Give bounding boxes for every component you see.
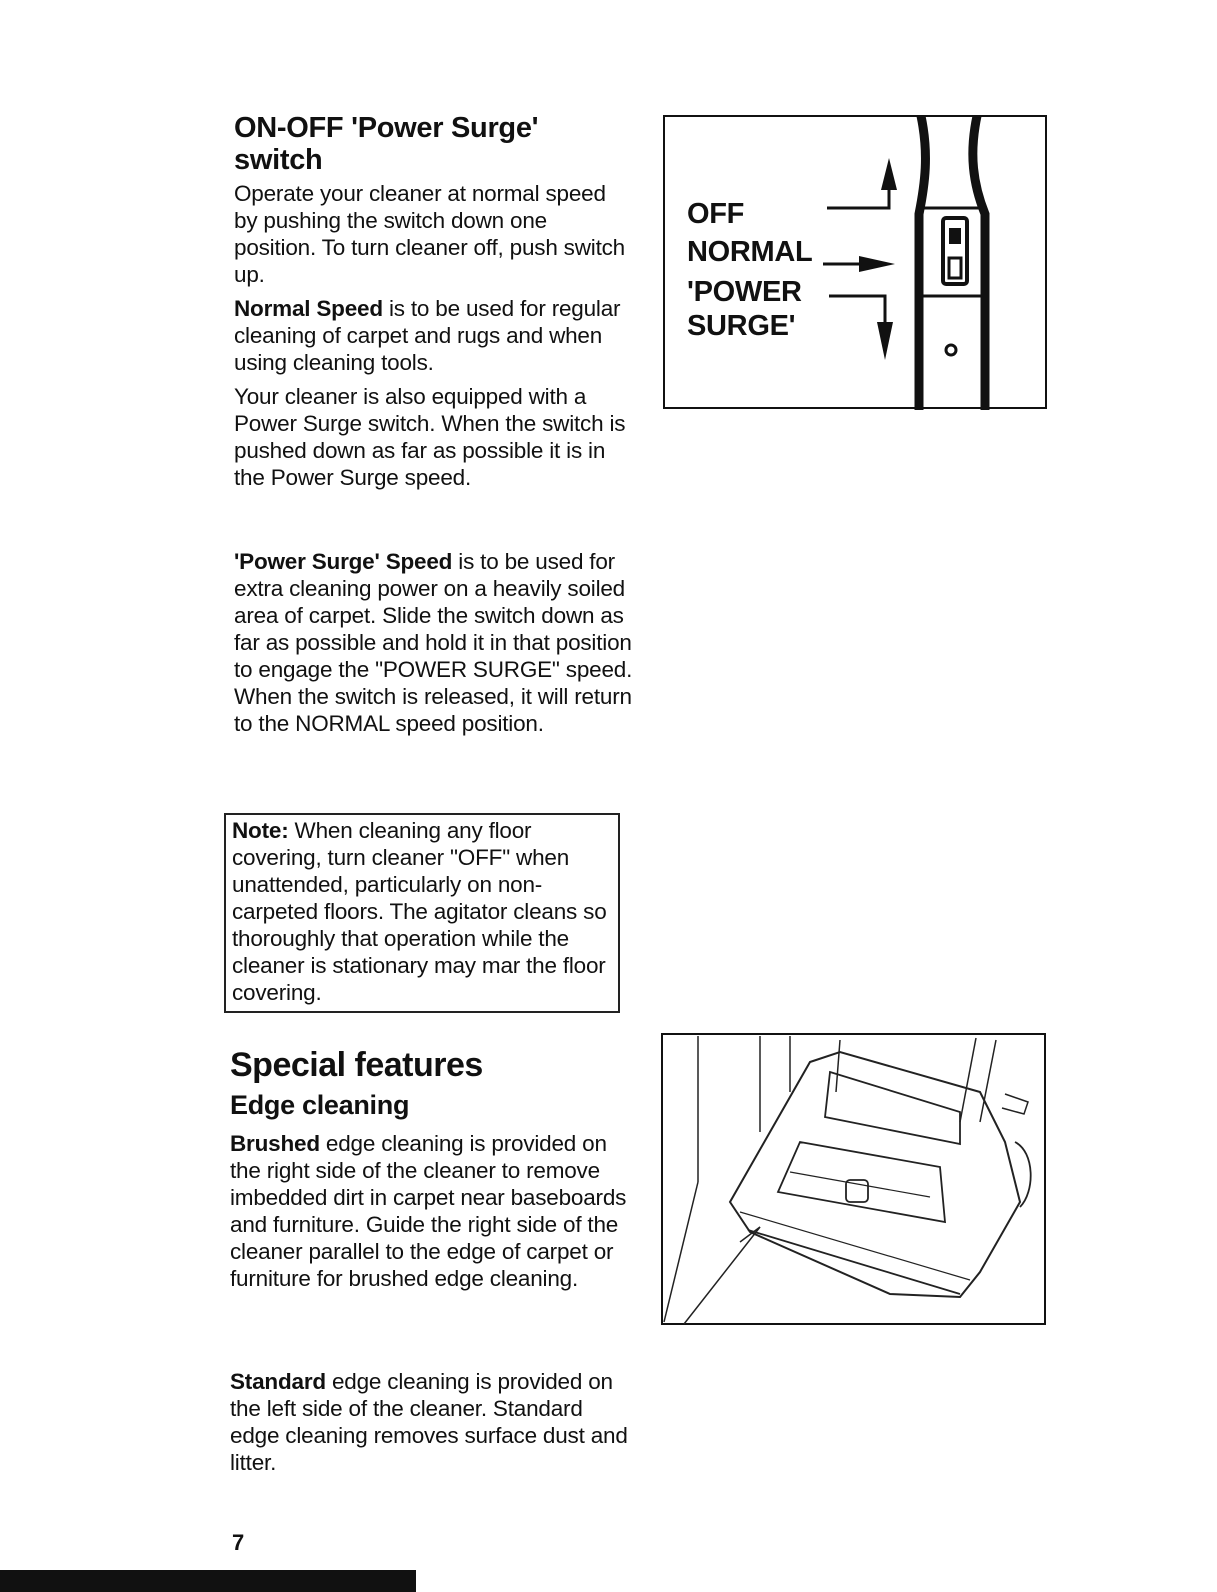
standard-text-block (230, 1368, 630, 1476)
switch-paragraph-operate: Operate your cleaner at normal speed by pushing the switch down one position. To turn cleaner off, push switch up. (234, 181, 625, 287)
switch-heading-line1: ON-OFF 'Power Surge' (234, 112, 539, 144)
page-number: 7 (232, 1530, 245, 1555)
vacuum-illustration-drawing (660, 1032, 1047, 1326)
switch-paragraph-surge-speed (234, 548, 634, 737)
switch-heading (234, 112, 634, 176)
footer-bar (0, 1570, 416, 1592)
note-paragraph (232, 817, 618, 1006)
brushed-label: Brushed (230, 1131, 320, 1156)
switch-paragraph-surge-switch: Your cleaner is also equipped with a Power Surge switch. When the switch is pushed down as far as possible it is in the Power Surge speed. (234, 384, 626, 490)
surge-text-block (234, 548, 634, 737)
surge-speed-label: 'Power Surge' Speed (234, 549, 453, 574)
label-normal: NORMAL (687, 236, 813, 268)
special-features-heading: Special features (230, 1046, 483, 1084)
brushed-paragraph (230, 1130, 630, 1292)
label-surge: SURGE' (687, 310, 796, 342)
switch-heading-line2: switch (234, 144, 323, 176)
normal-speed-text: is to be used for regular cleaning of carpet and rugs and when using cleaning tools. (234, 296, 621, 375)
label-power: 'POWER (687, 276, 802, 308)
surge-speed-text: is to be used for extra cleaning power on a heavily soiled area of carpet. Slide the switch down as far as possible and hold it in that position to engage the "POWER SURGE" speed. When the switch is released, it will return to the NORMAL speed position. (234, 549, 633, 736)
standard-paragraph (230, 1368, 630, 1476)
label-off: OFF (687, 198, 745, 230)
switch-diagram (663, 114, 1047, 410)
edge-cleaning-illustration (660, 1032, 1047, 1326)
switch-text-block (234, 180, 634, 491)
note-label: Note: (232, 818, 289, 843)
normal-speed-label: Normal Speed (234, 296, 383, 321)
brushed-text-block (230, 1130, 630, 1292)
brushed-text: edge cleaning is provided on the right side of the cleaner to remove imbedded dirt in carpet near baseboards and furniture. Guide the right side of the cleaner parallel to the edge of carpet or furniture for brushed edge cleaning. (230, 1131, 627, 1291)
switch-paragraph-normal (234, 295, 634, 376)
edge-cleaning-heading: Edge cleaning (230, 1090, 410, 1120)
standard-text: edge cleaning is provided on the left side of the cleaner. Standard edge cleaning removes surface dust and litter. (230, 1369, 628, 1475)
note-box (224, 813, 620, 1013)
note-text: When cleaning any floor covering, turn cleaner "OFF" when unattended, particularly on non-carpeted floors. The agitator cleans so thoroughly that operation while the cleaner is stationary may mar the floor covering. (232, 818, 607, 1005)
standard-label: Standard (230, 1369, 326, 1394)
